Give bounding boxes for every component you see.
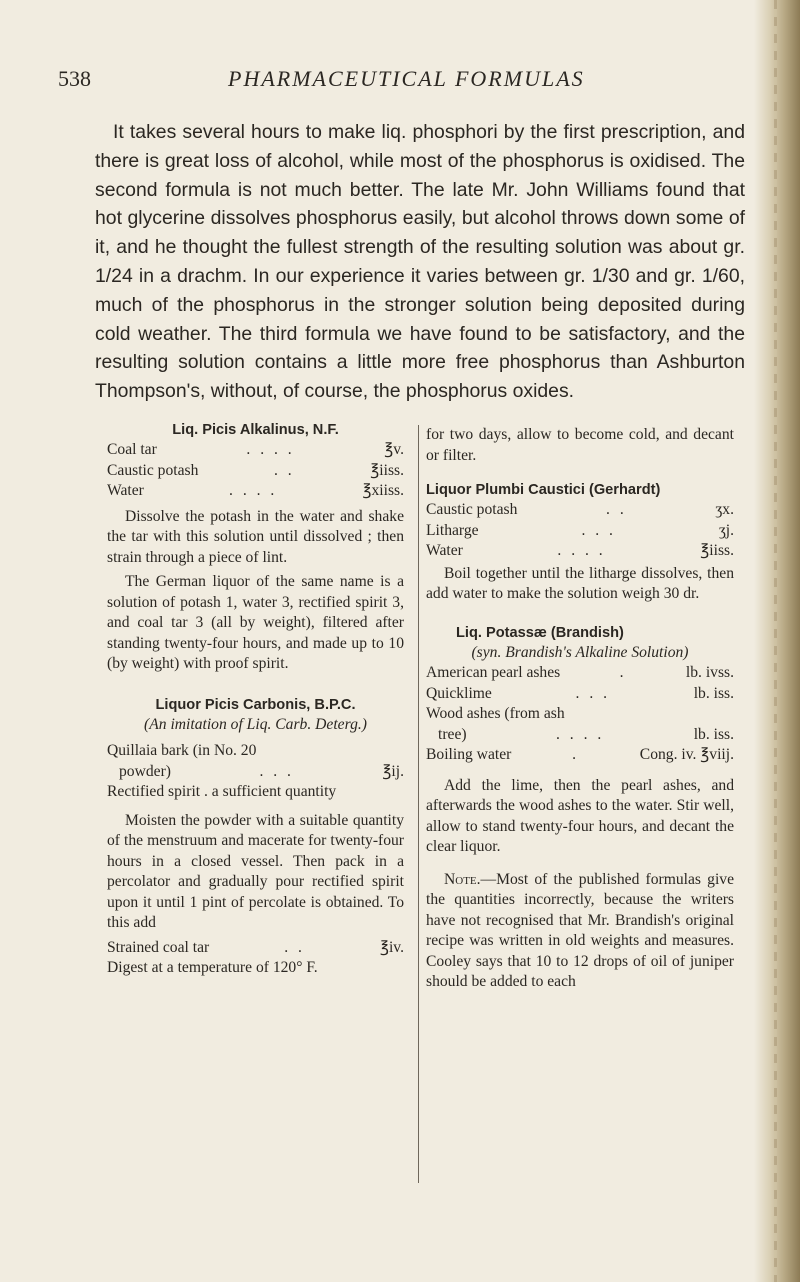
ingredient-quantity: ℥xiiss.	[362, 482, 404, 499]
ingredient-row	[107, 481, 404, 502]
ingredient-quantity: ʒj.	[718, 521, 734, 539]
leader-dots: . .	[284, 938, 305, 956]
ingredient-name: Caustic potash	[107, 461, 199, 479]
leader-dots: . . .	[259, 762, 294, 780]
leader-dots: . .	[606, 501, 627, 518]
ingredient-row	[107, 762, 404, 783]
ingredient-row	[426, 663, 734, 684]
ingredient-list	[426, 663, 734, 766]
ingredient-row	[426, 745, 734, 766]
ingredient-row	[426, 684, 734, 705]
ingredient-row: Rectified spirit . a sufficient quantity	[107, 783, 337, 800]
note-text: —Most of the published formulas give the quantities incorrectly, because the writers have not recognised that Mr. Brandish's original recipe was written in old weights and measures. Cooley says that 10 to 12 drops of oil of juniper should be added to each	[426, 870, 734, 990]
intro-paragraph: It takes several hours to make liq. phosphori by the first prescription, and there is great loss of alcohol, while most of the phosphorus is oxidised. The second formula is not much better. The late Mr. John Williams found that hot glycerine dissolves phosphorus easily, but alcohol throws down some of it, and he thought the fullest strength of the resulting solution was about gr. 1/24 in a drachm. In our experience it varies between gr. 1/30 and gr. 1/60, much of the phosphorus in the stronger solution being deposited during cold weather. The third formula we have found to be satisfactory, and the resulting solution contains a little more free phosphorus than Ashburton Thompson's, without, of course, the phosphorus oxides.	[95, 121, 745, 403]
ingredient-list	[107, 440, 404, 502]
ingredient-quantity: lb. ivss.	[685, 664, 734, 681]
ingredient-name-continued: powder)	[119, 762, 171, 780]
page-header	[58, 66, 748, 96]
ingredient-name: Quillaia bark (in No. 20	[107, 742, 257, 759]
leader-dots: . . .	[581, 521, 616, 539]
leader-dots: .	[572, 746, 580, 763]
ingredient-quantity: ℥iiss.	[370, 461, 404, 479]
ingredient-quantity: lb. iss.	[693, 725, 734, 743]
ingredient-name: Wood ashes (from ash	[426, 705, 565, 722]
ingredient-row	[426, 500, 734, 521]
formula-title-liq-potassae-brandish: Liq. Potassæ (Brandish)	[456, 624, 624, 641]
running-title: PHARMACEUTICAL FORMULAS	[228, 66, 585, 91]
right-column	[426, 425, 734, 993]
leader-dots: . . .	[575, 684, 611, 702]
ingredient-name: Quicklime	[426, 684, 492, 702]
directions-paragraph: Add the lime, then the pearl ashes, and afterwards the wood ashes to the water. Stir well, allow to stand twenty-four hours, and decant the clear liquor.	[426, 776, 734, 855]
ingredient-quantity: ʒx.	[715, 501, 734, 518]
ingredient-quantity: ℥iiss.	[700, 542, 734, 559]
ingredient-name: Caustic potash	[426, 501, 518, 518]
note-paragraph	[426, 870, 734, 993]
continuation-text: for two days, allow to become cold, and decant or filter.	[426, 426, 734, 464]
leader-dots: . . . .	[557, 542, 606, 559]
leader-dots: .	[619, 664, 627, 681]
note-label: Note.	[444, 870, 481, 888]
ingredient-quantity: ℥ij.	[382, 762, 404, 780]
column-divider	[418, 425, 419, 1183]
ingredient-row	[426, 521, 734, 542]
leader-dots: . . . .	[229, 482, 278, 499]
synonym-line: (syn. Brandish's Alkaline Solution)	[471, 643, 689, 661]
ingredient-quantity: ℥v.	[384, 441, 404, 458]
formula-title-liquor-plumbi-caustici: Liquor Plumbi Caustici (Gerhardt)	[426, 482, 661, 498]
directions-paragraph: Dissolve the potash in the water and shake the tar with this solution until dissolved ; then strain through a piece of lint.	[107, 507, 404, 566]
page-edge-shadow	[754, 0, 800, 1282]
ingredient-name: Coal tar	[107, 441, 157, 458]
ingredient-list	[426, 500, 734, 562]
directions-paragraph: Moisten the powder with a suitable quantity of the menstruum and macerate for twenty-four hours in a closed vessel. Then pack in a percolator and gradually pour rectified spirit upon it until 1 pint of percolate is obtained. To this add	[107, 811, 404, 931]
formula-title-liq-picis-alkalinus: Liq. Picis Alkalinus, N.F.	[172, 422, 339, 438]
ingredient-name-continued: tree)	[438, 725, 467, 743]
ingredient-row	[426, 541, 734, 562]
formula-title-liquor-picis-carbonis: Liquor Picis Carbonis, B.P.C.	[155, 696, 356, 713]
leader-dots: . .	[273, 461, 295, 479]
ingredient-name: American pearl ashes	[426, 664, 561, 681]
ingredient-name: Water	[107, 482, 144, 499]
ingredient-quantity: lb. iss.	[693, 684, 734, 702]
ingredient-quantity: ℥iv.	[379, 938, 404, 956]
leader-dots: . . . .	[555, 725, 605, 743]
note-paragraph: The German liquor of the same name is a solution of potash 1, water 3, rectified spirit 3, and coal tar 3 (all by weight), filtered after standing twenty-four hours, and made up to 10 (by weight) with proof spirit.	[107, 573, 404, 672]
page-number: 538	[58, 66, 91, 91]
ingredient-list	[107, 741, 404, 803]
ingredient-row	[426, 725, 734, 746]
directions-paragraph: Boil together until the litharge dissolves, then add water to make the solution weigh 30 dr.	[426, 564, 734, 602]
ingredient-row	[107, 938, 404, 959]
leader-dots: . . . .	[246, 441, 295, 458]
formula-subtitle: (An imitation of Liq. Carb. Deterg.)	[144, 715, 367, 733]
left-column	[107, 420, 404, 979]
ingredient-name: Litharge	[426, 521, 479, 539]
directions-line: Digest at a temperature of 120° F.	[107, 959, 318, 976]
ingredient-name: Water	[426, 542, 463, 559]
ingredient-row	[107, 440, 404, 461]
ingredient-name: Boiling water	[426, 746, 512, 763]
ingredient-name: Strained coal tar	[107, 938, 210, 956]
ingredient-quantity: Cong. iv. ℥viij.	[639, 746, 734, 763]
ingredient-row	[107, 461, 404, 482]
